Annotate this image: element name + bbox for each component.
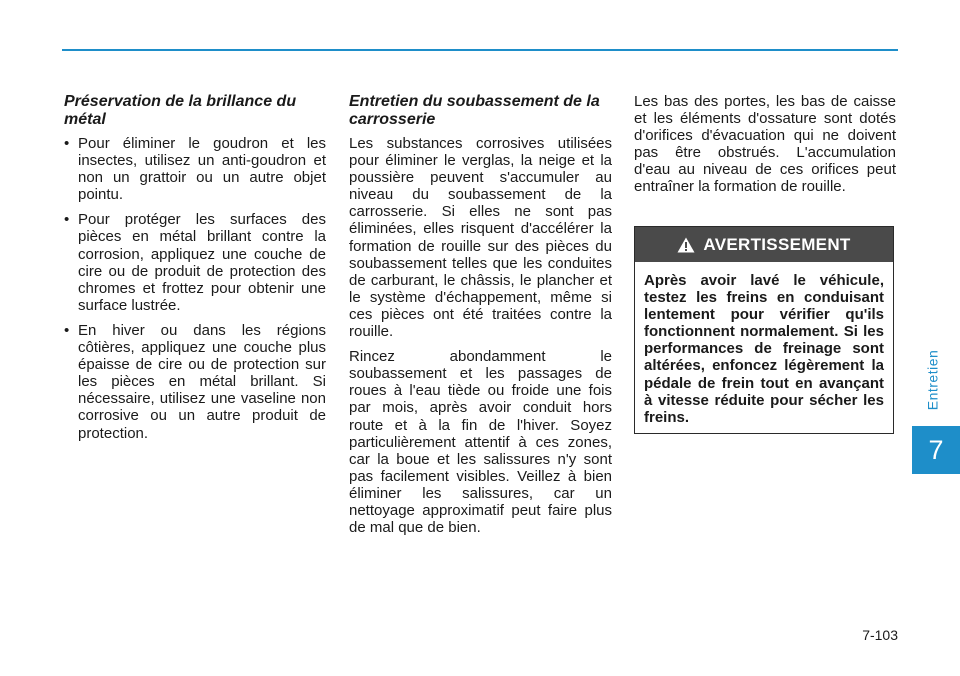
top-rule: [62, 49, 898, 51]
list-item: • Pour éliminer le goudron et les insectes, utilisez un anti-goudron et non un grattoir ou un autre objet pointu.: [64, 135, 326, 204]
column-middle: [349, 93, 612, 544]
list-item: • Pour protéger les surfaces des pièces en métal brillant contre la corrosion, appliquez une couche de cire ou de produit de protection des chromes et frottez pour obtenir une surface lustrée.: [64, 211, 326, 314]
list-item: • En hiver ou dans les régions côtières, appliquez une couche plus épaisse de cire ou de protection sur les pièces en métal brillant. Si nécessaire, utilisez une vaseline non corrosive ou un autre produit de protection.: [64, 321, 326, 442]
bullet-list-brillance: [64, 135, 326, 442]
warning-header: [635, 227, 893, 262]
paragraph: Rincez abondamment le soubassement et les passages de roues à l'eau tiède ou froide une fois par mois, après avoir conduit hors route et à la fin de l'hiver. Soyez particulièrement attentif à ces zones, car la boue et les salissures n'y sont pas facilement visibles. Veillez à bien éliminer les salissures, car un nettoyage approximatif peut faire plus de mal que de bien.: [349, 348, 612, 537]
paragraph: Les substances corrosives utilisées pour éliminer le verglas, la neige et la poussière peuvent s'accumuler au niveau du soubassement de la carrosserie. Si elles ne sont pas éliminées, elles risquent d'accélérer la formation de rouille sur des pièces du soubassement telles que les conduites de carburant, le châssis, le plancher et le système d'échappement, même si ces pièces ont été traitées contre la rouille.: [349, 135, 612, 341]
chapter-tab: 7: [912, 426, 960, 474]
chapter-side-label: Entretien: [924, 349, 941, 411]
section-title-soubassement: Entretien du soubassement de la carrosserie: [349, 93, 600, 128]
warning-box: [634, 226, 894, 434]
paragraph: Les bas des portes, les bas de caisse et les éléments d'ossature sont dotés d'orifices d'évacuation qui ne doivent pas être obstrués. L'accumulation d'eau au niveau de ces orifices peut entraîner la formation de rouille.: [634, 93, 896, 196]
warning-title: AVERTISSEMENT: [703, 234, 851, 254]
warning-text: Après avoir lavé le véhicule, testez les freins en conduisant lentement pour vérifier qu'ils fonctionnent normalement. Si les performances de freinage sont altérées, enfoncez légèrement la pédale de frein tout en avançant à vitesse réduite pour sécher les freins.: [644, 272, 884, 426]
page-number: 7-103: [862, 627, 898, 643]
column-right: [634, 93, 896, 204]
column-left: [64, 93, 326, 450]
warning-triangle-icon: [677, 237, 695, 253]
section-title-brillance: Préservation de la brillance du métal: [64, 93, 297, 128]
